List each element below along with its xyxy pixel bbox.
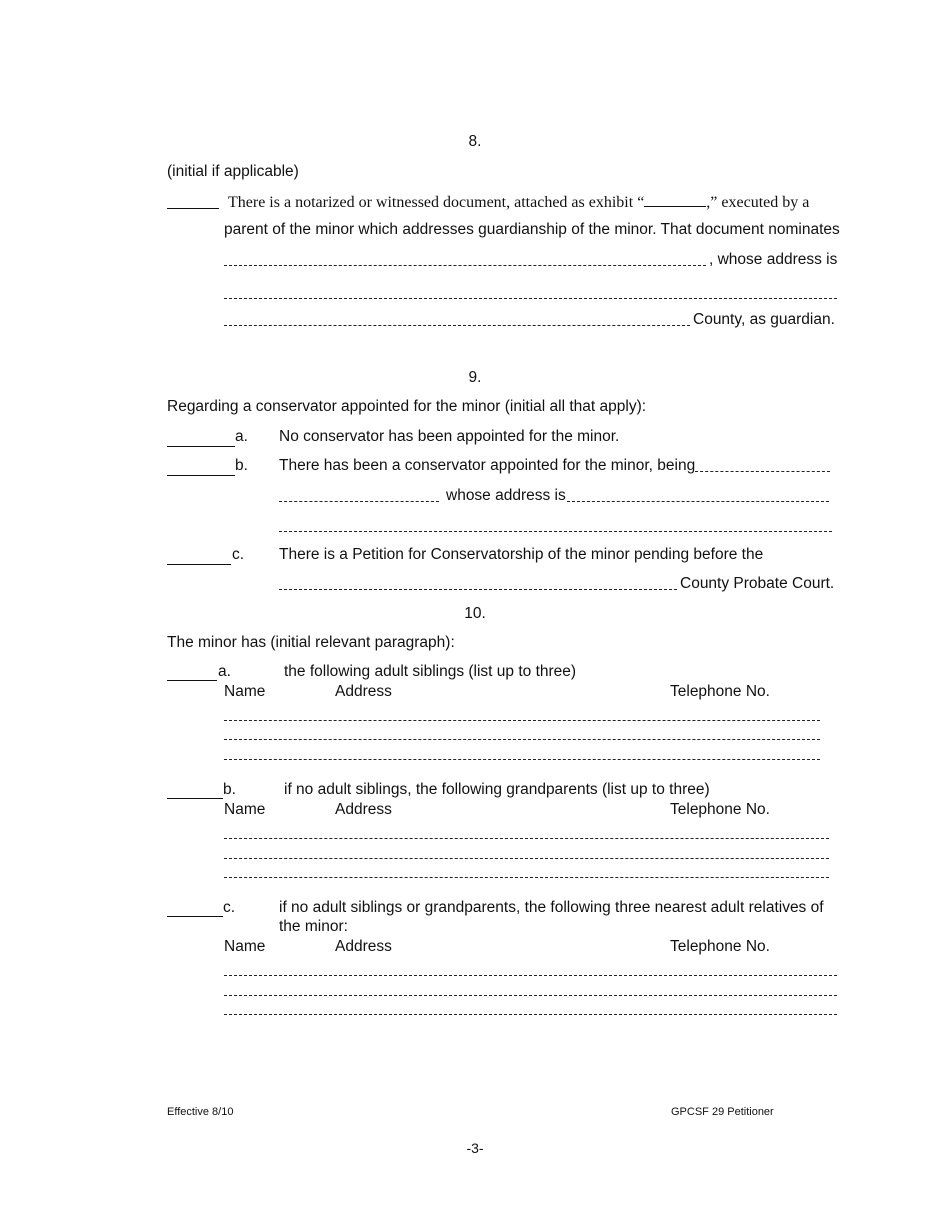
section-10a-initial-blank[interactable] (167, 672, 217, 681)
section-8-line-1-start: There is a notarized or witnessed document, attached as exhibit “ (228, 194, 645, 211)
relative-row-1-blank[interactable] (224, 975, 837, 976)
section-10a-col-name: Name (224, 683, 266, 700)
grandparent-row-3-blank[interactable] (224, 877, 829, 878)
section-8-address-label: , whose address is (709, 251, 838, 268)
section-9c-text: There is a Petition for Conservatorship of the minor pending before the (279, 546, 764, 563)
section-9a-text: No conservator has been appointed for the minor. (279, 428, 620, 445)
section-8-county-label: County, as guardian. (693, 311, 835, 328)
section-9a-initial-blank[interactable] (167, 438, 235, 447)
section-9-intro: Regarding a conservator appointed for the minor (initial all that apply): (167, 398, 647, 415)
section-10b-col-phone: Telephone No. (670, 801, 770, 818)
conservator-address-blank-2[interactable] (279, 531, 832, 532)
relative-row-3-blank[interactable] (224, 1014, 837, 1015)
section-8-line-2: parent of the minor which addresses guardianship of the minor. That document nominates (224, 221, 840, 238)
section-8-line-1-end: ,” executed by a (706, 194, 810, 211)
conservator-name-blank[interactable] (695, 471, 830, 472)
section-9b-address-label: whose address is (446, 487, 566, 504)
section-10-number: 10. (464, 605, 486, 622)
conservator-address-blank[interactable] (567, 501, 829, 502)
section-9c-letter: c. (232, 546, 245, 563)
conservator-name-blank-2[interactable] (279, 501, 439, 502)
section-9b-text: There has been a conservator appointed for the minor, being (279, 457, 696, 474)
section-10b-col-address: Address (335, 801, 392, 818)
page-number: -3- (466, 1140, 484, 1156)
section-10a-text: the following adult siblings (list up to three) (284, 663, 577, 680)
nominee-county-blank[interactable] (224, 325, 690, 326)
section-8-note: (initial if applicable) (167, 163, 299, 180)
nominee-address-blank[interactable] (224, 298, 837, 299)
section-8-line-1 (228, 192, 809, 212)
section-10b-letter: b. (223, 781, 236, 798)
grandparent-row-1-blank[interactable] (224, 838, 829, 839)
section-9c-initial-blank[interactable] (167, 556, 231, 565)
sibling-row-2-blank[interactable] (224, 739, 820, 740)
section-10c-letter: c. (223, 899, 236, 916)
section-10b-text: if no adult siblings, the following grandparents (list up to three) (284, 781, 710, 798)
section-10c-initial-blank[interactable] (167, 908, 223, 917)
section-10a-col-address: Address (335, 683, 392, 700)
footer-effective-date: Effective 8/10 (167, 1106, 234, 1118)
section-10c-col-phone: Telephone No. (670, 938, 770, 955)
section-9c-court-label: County Probate Court. (680, 575, 835, 592)
grandparent-row-2-blank[interactable] (224, 858, 829, 859)
section-8-initial-blank[interactable] (167, 199, 219, 209)
section-10-intro: The minor has (initial relevant paragraph): (167, 634, 455, 651)
section-10c-col-address: Address (335, 938, 392, 955)
section-9b-letter: b. (235, 457, 248, 474)
section-10c-text-line-1: if no adult siblings or grandparents, the following three nearest adult relatives of (279, 899, 824, 916)
section-10a-col-phone: Telephone No. (670, 683, 770, 700)
section-9b-initial-blank[interactable] (167, 467, 235, 476)
section-9-number: 9. (468, 369, 482, 386)
section-10b-initial-blank[interactable] (167, 790, 223, 799)
relative-row-2-blank[interactable] (224, 995, 837, 996)
section-10a-letter: a. (218, 663, 231, 680)
exhibit-blank[interactable] (644, 192, 706, 207)
section-10c-text-line-2: the minor: (279, 918, 348, 935)
probate-county-blank[interactable] (279, 589, 677, 590)
section-10c-col-name: Name (224, 938, 266, 955)
footer-form-id: GPCSF 29 Petitioner (671, 1106, 774, 1118)
section-10b-col-name: Name (224, 801, 266, 818)
section-9a-letter: a. (235, 428, 248, 445)
sibling-row-1-blank[interactable] (224, 720, 820, 721)
nominee-name-blank[interactable] (224, 265, 706, 266)
sibling-row-3-blank[interactable] (224, 759, 820, 760)
section-8-number: 8. (468, 133, 482, 150)
